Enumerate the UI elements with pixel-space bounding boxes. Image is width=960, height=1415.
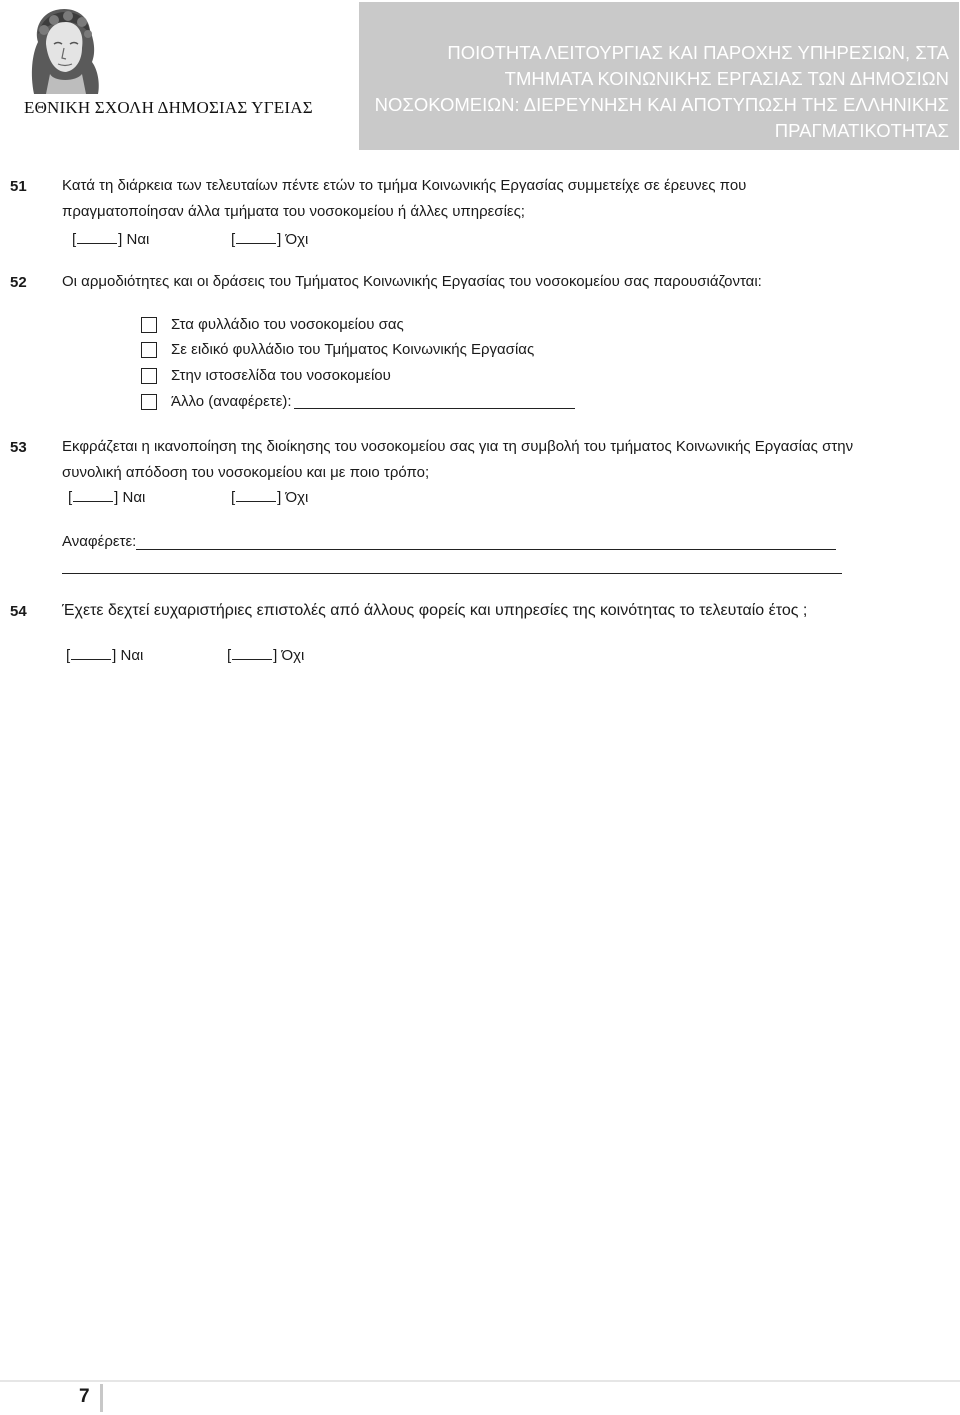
blank-line[interactable] <box>71 646 111 660</box>
other-specify-line[interactable] <box>294 394 575 409</box>
answer-yes-field[interactable]: [ ] Ναι <box>72 231 150 248</box>
option-other[interactable]: Άλλο (αναφέρετε): <box>141 393 575 410</box>
question-number: 53 <box>10 439 27 456</box>
blank-line[interactable] <box>236 230 276 244</box>
checkbox[interactable] <box>141 342 157 358</box>
blank-line[interactable] <box>77 230 117 244</box>
specify-label: Αναφέρετε: <box>62 533 137 550</box>
answer-no-field[interactable]: [ ] Όχι <box>227 647 305 664</box>
hygeia-bust-icon <box>24 4 102 96</box>
checkbox[interactable] <box>141 394 157 410</box>
question-text: Κατά τη διάρκεια των τελευταίων πέντε ετών το τμήμα Κοινωνικής Εργασίας συμμετείχε σε έρευνες που πραγματοποίησαν άλλα τμήματα του νοσοκομείου ή άλλες υπηρεσίες; <box>62 177 747 220</box>
answer-yes-field[interactable]: [ ] Ναι <box>68 489 146 506</box>
question-text: Εκφράζεται η ικανοποίηση της διοίκησης του νοσοκομείου σας για τη συμβολή του τμήματος Κοινωνικής Εργασίας στην συνολική απόδοση του νοσοκομείου και με ποιο τρόπο; <box>62 438 854 481</box>
answer-no-field[interactable]: [ ] Όχι <box>231 489 309 506</box>
option-hospital-website[interactable]: Στην ιστοσελίδα του νοσοκομείου <box>141 367 391 384</box>
document-title-line: ΠΟΙΟΤΗΤΑ ΛΕΙΤΟΥΡΓΙΑΣ ΚΑΙ ΠΑΡΟΧΗΣ ΥΠΗΡΕΣΙΩΝ, ΣΤΑ <box>447 42 949 63</box>
blank-line[interactable] <box>232 646 272 660</box>
question-text: Οι αρμοδιότητες και οι δράσεις του Τμήματος Κοινωνικής Εργασίας του νοσοκομείου σας παρουσιάζονται: <box>62 273 762 290</box>
document-title-line: ΤΜΗΜΑΤΑ ΚΟΙΝΩΝΙΚΗΣ ΕΡΓΑΣΙΑΣ ΤΩΝ ΔΗΜΟΣΙΩΝ <box>504 68 949 89</box>
answer-yes-field[interactable]: [ ] Ναι <box>66 647 144 664</box>
option-hospital-leaflet[interactable]: Στα φυλλάδιο του νοσοκομείου σας <box>141 316 404 333</box>
specify-line-2[interactable] <box>62 573 842 574</box>
footer-divider <box>0 1380 960 1382</box>
document-title-box <box>359 2 959 150</box>
option-department-leaflet[interactable]: Σε ειδικό φυλλάδιο του Τμήματος Κοινωνικής Εργασίας <box>141 341 534 358</box>
school-name: ΕΘΝΙΚΗ ΣΧΟΛΗ ΔΗΜΟΣΙΑΣ ΥΓΕΙΑΣ <box>24 98 313 117</box>
question-number: 51 <box>10 178 27 195</box>
blank-line[interactable] <box>236 488 276 502</box>
blank-line[interactable] <box>73 488 113 502</box>
specify-line[interactable] <box>136 535 836 550</box>
question-text: Έχετε δεχτεί ευχαριστήριες επιστολές από άλλους φορείς και υπηρεσίες της κοινότητας το τελευταίο έτος ; <box>62 602 808 619</box>
checkbox[interactable] <box>141 368 157 384</box>
school-logo <box>18 4 318 122</box>
answer-no-field[interactable]: [ ] Όχι <box>231 231 309 248</box>
page-number: 7 <box>79 1386 90 1407</box>
specify-row <box>62 533 836 550</box>
document-title-line: ΠΡΑΓΜΑΤΙΚΟΤΗΤΑΣ <box>774 120 949 141</box>
question-number: 52 <box>10 274 27 291</box>
page-number-bar <box>100 1384 103 1412</box>
checkbox[interactable] <box>141 317 157 333</box>
document-title-line: ΝΟΣΟΚΟΜΕΙΩΝ: ΔΙΕΡΕΥΝΗΣΗ ΚΑΙ ΑΠΟΤΥΠΩΣΗ ΤΗΣ ΕΛΛΗΝΙΚΗΣ <box>374 94 949 115</box>
question-number: 54 <box>10 603 27 620</box>
